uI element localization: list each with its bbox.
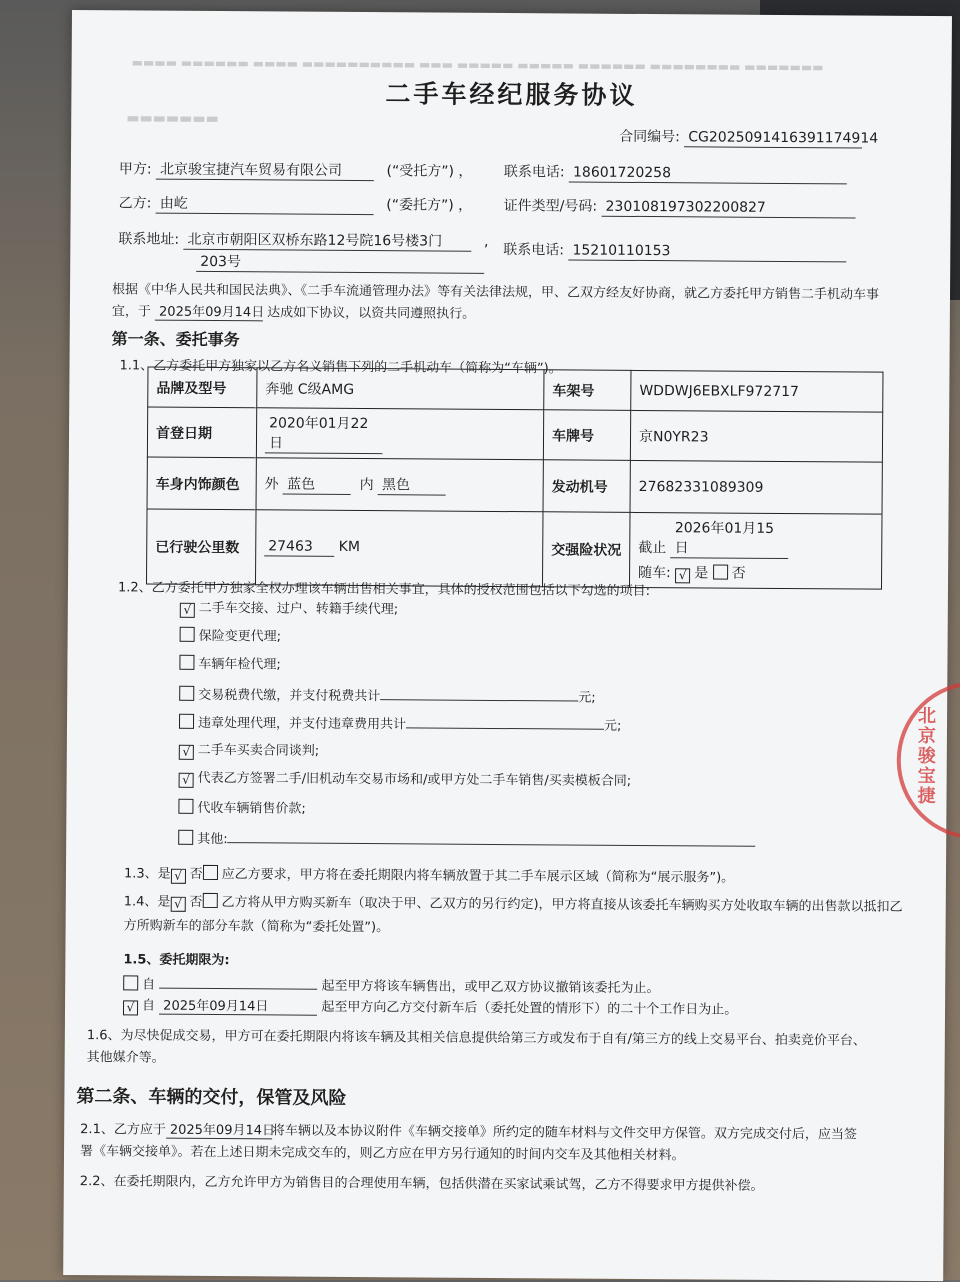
clause-2-1-text-a: 2.1、乙方应于 [80, 1122, 166, 1138]
interior-prefix: 内 [359, 477, 374, 494]
authorization-item [180, 625, 282, 645]
with-car-yes-label: 是 [694, 565, 709, 582]
party-b-row [119, 192, 473, 215]
authorization-checkbox[interactable]: √ [180, 603, 195, 618]
preamble-line-1: 根据《中华人民共和国民法典》、《二手车流通管理办法》等有关法律法规，甲、乙双方经友好协商，就乙方委托甲方销售二手机动车事 [111, 282, 880, 303]
clause-2-1-date: 2025年09月14日 [166, 1119, 272, 1140]
document-title: 二手车经纪服务协议 [385, 79, 638, 110]
party-b-phone-label: 联系电话: [503, 242, 565, 259]
party-a-phone: 18601720258 [569, 164, 847, 184]
authorization-blank-field[interactable] [406, 710, 604, 729]
plate-label: 车牌号 [543, 410, 630, 461]
authorization-item [179, 709, 622, 734]
preamble-text-b: 达成如下协议，以资共同遵照执行。 [267, 305, 476, 322]
authorization-label: 代表乙方签署二手/旧机动车交易市场和/或甲方处二手车销售/买卖模板合同; [197, 770, 632, 789]
contract-number-value: CG2025091416391174914 [684, 129, 862, 148]
clause-1-4-yes-checkbox[interactable]: √ [170, 897, 185, 912]
authorization-label: 车辆年检代理; [198, 656, 281, 673]
authorization-label: 二手车买卖合同谈判; [197, 742, 320, 759]
authorization-label: 保险变更代理; [198, 628, 282, 645]
clause-1-4-line-1: 乙方将从甲方购买新车（取决于甲、乙双方的另行约定)，甲方将直接从该委托车辆购买方处收取车辆的出售款以抵扣乙 [221, 895, 903, 915]
plate-value: 京N0YR23 [630, 410, 882, 462]
authorization-item [178, 825, 756, 851]
clause-1-5-title: 1.5、委托期限为: [123, 952, 230, 969]
party-a-phone-label: 联系电话: [503, 164, 565, 181]
contract-paper [63, 10, 952, 1281]
authorization-checkbox[interactable] [178, 799, 193, 814]
insurance-until-prefix: 截止 [638, 539, 667, 557]
party-a-role: (“受托方”) [386, 163, 454, 180]
section-1-title: 第一条、委托事务 [111, 329, 240, 350]
party-b-address-line1: 北京市朝阳区双桥东路12号院16号楼3门 [184, 229, 472, 252]
bleed-through-text: ▬▬▬▬ ▬▬▬▬▬▬ ▬▬▬▬ ▬▬▬▬▬▬▬▬▬▬ ▬▬▬ ▬▬▬▬▬ ▬▬▬▬▬ ▬▬▬▬▬▬ ▬▬▬▬▬▬▬▬ ▬▬▬▬▬▬▬ [131, 55, 824, 75]
term-option-1-checkbox[interactable] [123, 975, 138, 990]
party-b-phone: 15210110153 [568, 242, 846, 262]
with-car-no-label: 否 [731, 565, 746, 582]
clause-1-3-yes-checkbox[interactable]: √ [171, 869, 186, 884]
exterior-prefix: 外 [264, 476, 279, 493]
party-b-id: 230108197302200827 [601, 199, 855, 219]
party-b-address-label: 联系地址: [118, 231, 180, 248]
authorization-suffix: 元; [578, 690, 596, 706]
clause-1-2: 1.2、乙方委托甲方独家全权办理该车辆出售相关事宜，具体的授权范围包括以下勾选的项目: [117, 580, 651, 600]
party-a-name: 北京骏宝捷汽车贸易有限公司 [156, 159, 374, 182]
party-b-address-line2: 203号 [196, 251, 484, 274]
mileage-label: 已行驶公里数 [146, 509, 256, 585]
color-label: 车身内饰颜色 [147, 457, 256, 510]
table-row [148, 367, 883, 412]
party-b-role: (“委托方”) [386, 197, 454, 214]
party-b-id-row [504, 195, 856, 218]
party-b-id-label: 证件类型/号码: [503, 198, 598, 215]
clause-1-6-line-1: 1.6、为尽快促成交易，甲方可在委托期限内将该车辆及其相关信息提供给第三方或发布于自有/第三方的线上交易平台、拍卖竞价平台、 [86, 1028, 866, 1049]
interior-color: 黑色 [378, 474, 446, 495]
party-a-label: 甲方: [118, 161, 152, 178]
authorization-label: 交易税费代缴，并支付税费共计 [198, 687, 381, 705]
clause-1-1: 1.1、乙方委托甲方独家以乙方名义销售下列的二手机动车（简称为“车辆”)。 [119, 358, 562, 377]
engine-label: 发动机号 [543, 460, 630, 513]
authorization-item [180, 597, 399, 620]
clause-1-4-line-2: 方所购新车的部分车款（简称为“委托处置”)。 [123, 918, 390, 936]
preamble-text-a: 宜，于 [111, 304, 151, 320]
authorization-item [179, 767, 632, 791]
contract-number-label: 合同编号: [619, 128, 680, 146]
authorization-item [179, 653, 281, 673]
authorization-blank-field[interactable] [380, 682, 578, 701]
vin-value: WDDWJ6EBXLF972717 [631, 370, 883, 412]
authorization-item [178, 797, 306, 817]
exterior-color: 蓝色 [283, 473, 351, 494]
clause-1-5-option-2 [123, 994, 737, 1019]
color-cell [256, 458, 543, 512]
insurance-cell [629, 512, 882, 589]
clause-2-1-line-2: 署《车辆交接单》。若在上述日期未完成交车的，则乙方应在甲方另行通知的时间内交车及其他相关材料。 [79, 1144, 685, 1164]
brand-value: 奔驰 C级AMG [257, 368, 544, 410]
clause-1-3-no-checkbox[interactable] [203, 865, 218, 880]
clause-1-4-prefix: 1.4、是 [123, 894, 171, 910]
party-a-phone-row [504, 161, 847, 184]
authorization-label: 违章处理代理，并支付违章费用共计 [197, 715, 407, 733]
section-2-title: 第二条、车辆的交付，保管及风险 [76, 1086, 347, 1109]
bleed-through-heading: ▬▬▬▬▬▬▬ [126, 110, 219, 128]
term-option-2-prefix: 自 [141, 998, 156, 1014]
clause-1-4-no-checkbox[interactable] [202, 893, 217, 908]
brand-label: 品牌及型号 [148, 367, 257, 408]
authorization-label: 二手车交接、过户、转籍手续代理; [198, 600, 399, 618]
authorization-suffix: 元; [603, 718, 622, 734]
clause-1-4-no-label: 否 [189, 894, 203, 910]
preamble-line-2 [112, 300, 475, 323]
authorization-item [179, 681, 596, 706]
party-a-row [119, 158, 473, 181]
term-option-1-prefix: 自 [142, 977, 156, 993]
party-b-label: 乙方: [118, 195, 152, 212]
party-b-comma: ， [458, 197, 473, 214]
clause-1-6-line-2: 其他媒介等。 [86, 1050, 165, 1066]
authorization-label: 代收车辆销售价款; [197, 800, 306, 817]
insurance-label: 交强险状况 [542, 512, 630, 588]
authorization-checkbox[interactable]: √ [179, 745, 194, 760]
reg-date-label: 首登日期 [147, 407, 256, 458]
with-car-label: 随车: [638, 564, 671, 582]
authorization-item [179, 739, 320, 761]
with-car-yes-checkbox[interactable]: √ [675, 568, 690, 583]
authorization-blank-field[interactable] [228, 825, 756, 847]
clause-1-3-prefix: 1.3、是 [123, 866, 171, 882]
reg-date-value: 2020年01月22日 [265, 412, 383, 454]
term-option-2-date[interactable]: 2025年09月14日 [159, 995, 317, 1016]
clause-1-5-option-1 [123, 970, 659, 996]
authorization-checkbox[interactable] [180, 627, 195, 642]
clause-2-1-line-1 [80, 1118, 857, 1143]
vin-label: 车架号 [544, 370, 631, 411]
authorization-checkbox[interactable] [179, 655, 194, 670]
authorization-checkbox[interactable] [178, 830, 193, 845]
party-b-address-row: 联系地址: 北京市朝阳区双桥东路12号院16号楼3门 , [118, 228, 488, 252]
authorization-label: 其他: [197, 831, 228, 848]
mileage-cell [255, 510, 543, 587]
clause-2-2: 2.2、在委托期限内，乙方允许甲方为销售目的合理使用车辆，包括供潜在买家试乘试驾，乙方不得要求甲方提供补偿。 [79, 1174, 764, 1194]
party-a-comma: ， [458, 163, 473, 180]
clause-1-3 [124, 862, 734, 887]
authorization-checkbox[interactable] [179, 686, 194, 701]
term-option-1-text: 起至甲方将该车辆售出，或甲乙双方协议撤销该委托为止。 [321, 978, 660, 997]
table-row [147, 457, 882, 514]
clause-1-3-text: 应乙方要求，甲方将在委托期限内将车辆放置于其二手车展示区域（简称为“展示服务”)。 [221, 867, 735, 886]
authorization-checkbox[interactable]: √ [179, 773, 194, 788]
preamble-date: 2025年09月14日 [155, 301, 263, 322]
clause-1-3-no-label: 否 [189, 866, 203, 882]
vehicle-table [146, 367, 884, 590]
term-option-2-text: 起至甲方向乙方交付新车后（委托处置的情形下）的二十个工作日为止。 [321, 999, 738, 1018]
contract-number-row [619, 126, 879, 149]
party-b-address-line2-row [196, 251, 484, 274]
with-car-no-checkbox[interactable] [713, 564, 728, 579]
mileage-value: 27463 [264, 538, 334, 556]
term-option-1-date[interactable] [159, 971, 317, 990]
authorization-checkbox[interactable] [179, 714, 194, 729]
insurance-until: 2026年01月15日 [671, 517, 789, 559]
table-row [147, 407, 882, 462]
clause-1-4 [124, 890, 903, 916]
reg-date-cell [256, 408, 543, 460]
company-seal-text: 北京骏宝捷 [914, 705, 937, 807]
party-b-phone-row [503, 239, 846, 262]
engine-value: 27682331089309 [630, 460, 882, 514]
term-option-2-checkbox[interactable]: √ [123, 1000, 138, 1015]
clause-2-1-text-b: 将车辆以及本协议附件《车辆交接单》所约定的随车材料与文件交甲方保管。双方完成交付后，应当签 [271, 1123, 857, 1143]
party-b-name: 由屹 [156, 193, 374, 216]
mileage-unit: KM [338, 538, 361, 556]
